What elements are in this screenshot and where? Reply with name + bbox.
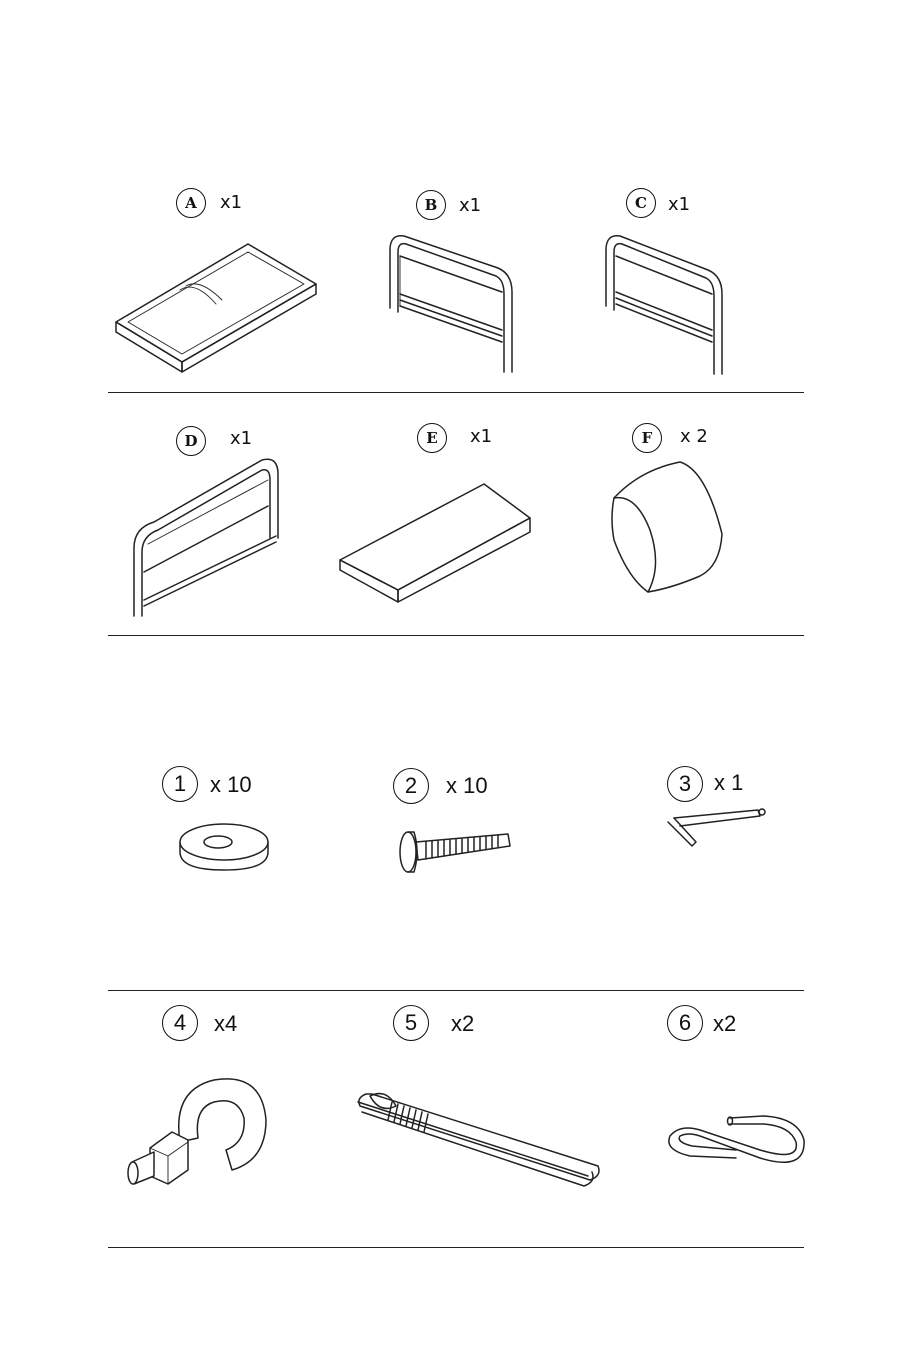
hardware-badge-6: 6 — [667, 1005, 703, 1041]
hardware-badge-2: 2 — [393, 768, 429, 804]
hardware-qty-6: x2 — [713, 1011, 737, 1036]
hardware-qty-5: x2 — [451, 1011, 475, 1036]
hardware-qty-4: x4 — [214, 1011, 238, 1036]
part-qty-d: x1 — [230, 428, 253, 449]
part-badge-f: F — [632, 423, 662, 453]
hardware-badge-4: 4 — [162, 1005, 198, 1041]
hardware-qty-1: x 10 — [210, 772, 252, 797]
hardware-badge-3: 3 — [667, 766, 703, 802]
hardware-badge-5: 5 — [393, 1005, 429, 1041]
part-qty-a: x1 — [220, 192, 243, 213]
part-badge-d: D — [176, 426, 206, 456]
part-qty-e: x1 — [470, 426, 493, 447]
part-badge-c: C — [626, 188, 656, 218]
section-divider — [108, 1247, 804, 1248]
part-badge-e: E — [417, 423, 447, 453]
part-qty-b: x1 — [459, 195, 482, 216]
hardware-badge-1: 1 — [162, 766, 198, 802]
part-qty-c: x1 — [668, 194, 691, 215]
part-badge-a: A — [176, 188, 206, 218]
hardware-qty-2: x 10 — [446, 773, 488, 798]
hardware-qty-3: x 1 — [714, 770, 744, 795]
part-qty-f: x 2 — [680, 426, 708, 447]
part-badge-b: B — [416, 190, 446, 220]
